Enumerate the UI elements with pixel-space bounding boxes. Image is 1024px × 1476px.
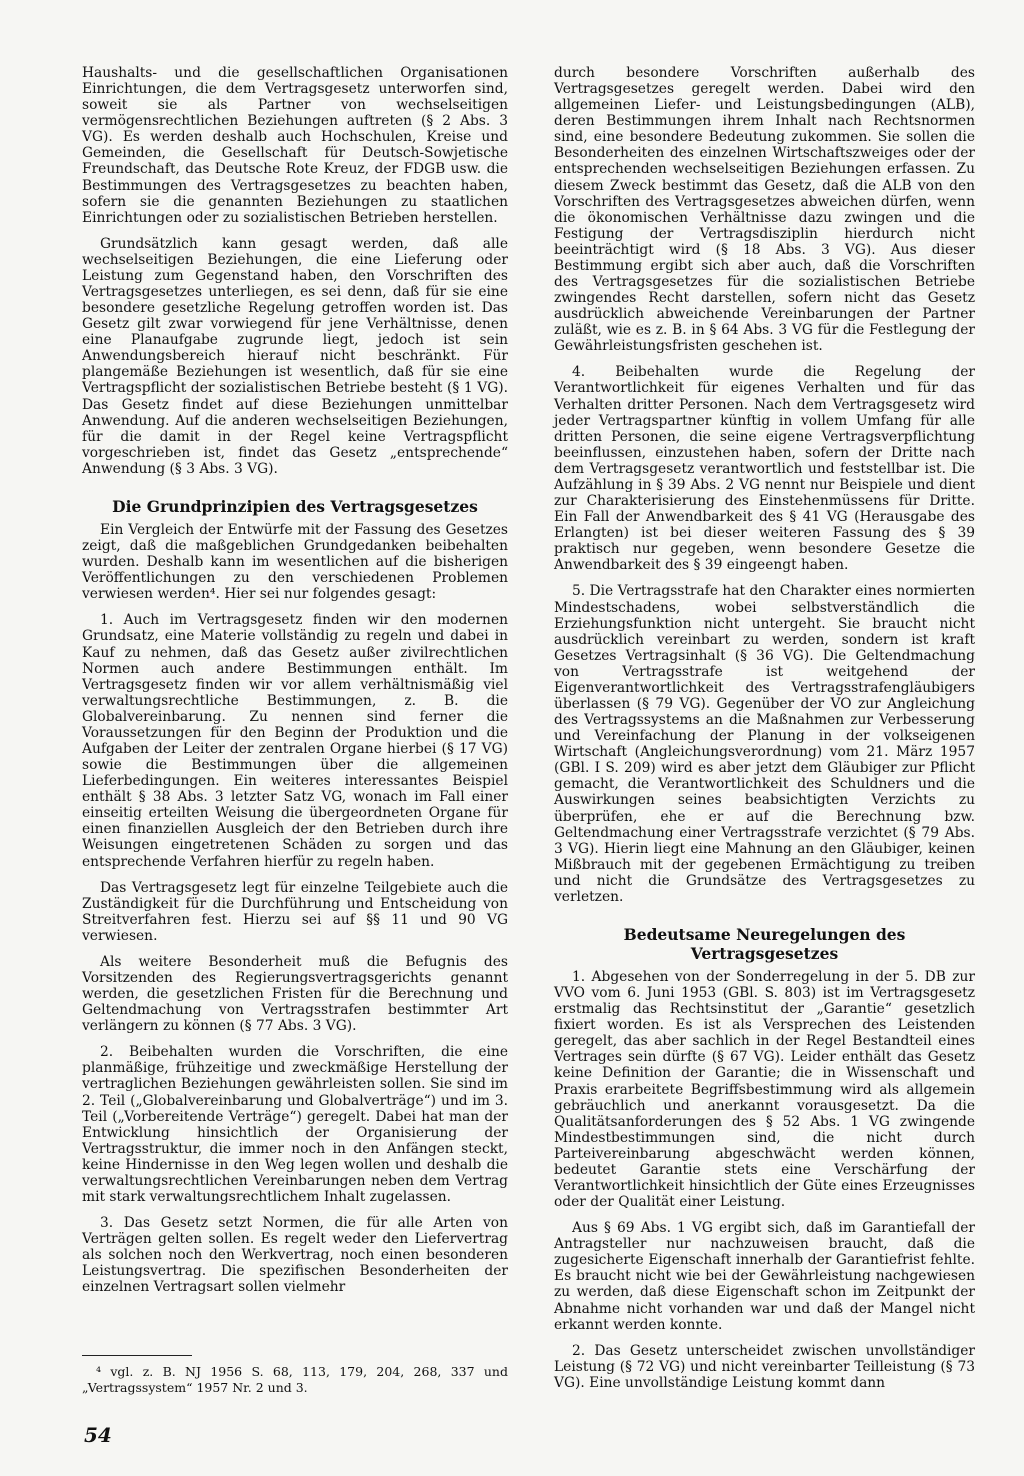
paragraph: Das Vertragsgesetz legt für einzelne Teilgebiete auch die Zuständigkeit für die Durchführung und Entscheidung von Streitverfahren fest. Hierzu sei auf §§ 11 und 90 VG verwiesen.	[82, 879, 508, 944]
paragraph: Haushalts- und die gesellschaftlichen Organisationen Einrichtungen, die dem Vertragsgesetz unterworfen sind, soweit sie als Partner von wechselseitigen vermögensrechtlichen Beziehungen auftreten (§ 2 Abs. 3 VG). Es werden deshalb auch Hochschulen, Kreise und Gemeinden, die Gesellschaft für Deutsch-Sowjetische Freundschaft, das Deutsche Rote Kreuz, der FDGB usw. die Bestimmungen des Vertragsgesetzes zu beachten haben, sofern sie die genannten Beziehungen zu staatlichen Einrichtungen oder zu sozialistischen Betrieben herstellen.	[82, 65, 508, 226]
paragraph: 4. Beibehalten wurde die Regelung der Verantwortlichkeit für eigenes Verhalten und für das Verhalten dritter Personen. Nach dem Vertragsgesetz wird jeder Vertragspartner künftig in vollem Umfang für alle dritten Personen, die seine eigene Vertragsverpflichtung beeinflussen, einzustehen haben, sofern der Dritte nach dem Vertragsgesetz verantwortlich und feststellbar ist. Die Aufzählung in § 39 Abs. 2 VG nennt nur Beispiele und dient zur Charakterisierung des Einstehenmüssens für Dritte. Ein Fall der Anwendbarkeit des § 41 VG (Herausgabe des Erlangten) ist bei dieser weiteren Fassung des § 39 praktisch nur gegeben, wenn besondere Gesetze die Anwendbarkeit des § 39 eingeengt haben.	[554, 364, 975, 574]
right-column	[554, 65, 975, 1401]
left-column	[82, 65, 508, 1305]
paragraph: 2. Das Gesetz unterscheidet zwischen unvollständiger Leistung (§ 72 VG) und nicht vereinbarter Teilleistung (§ 73 VG). Eine unvollständige Leistung kommt dann	[554, 1342, 975, 1391]
paragraph: 3. Das Gesetz setzt Normen, die für alle Arten von Verträgen gelten sollen. Es regelt weder den Liefervertrag als solchen noch den Werkvertrag, noch einen besonderen Leistungsvertrag. Die spezifischen Besonderheiten der einzelnen Vertragsart sollen vielmehr	[82, 1215, 508, 1296]
section-heading: Die Grundprinzipien des Vertragsgesetzes	[112, 496, 478, 516]
paragraph: 1. Auch im Vertragsgesetz finden wir den modernen Grundsatz, eine Materie vollständig zu regeln und dabei in Kauf zu nehmen, daß das Gesetz außer zivilrechtlichen Normen auch andere Bestimmungen enthält. Im Vertragsgesetz finden wir vor allem verhältnismäßig viel verwaltungsrechtliche Bestimmungen, z. B. die Globalvereinbarung. Zu nennen sind ferner die Voraussetzungen für den Beginn der Produktion und die Aufgaben der Leiter der zentralen Organe hierbei (§ 17 VG) sowie die Bestimmungen über die allgemeinen Lieferbedingungen. Ein weiteres interessantes Beispiel enthält § 38 Abs. 3 letzter Satz VG, wonach im Fall einer einseitig erteilten Weisung die übergeordneten Organe für einen finanziellen Ausgleich der den Betrieben durch ihre Weisungen eingetretenen Schäden zu sorgen und das entsprechende Verfahren hierfür zu regeln haben.	[82, 612, 508, 870]
footnote-divider	[82, 1355, 192, 1356]
page-number: 54	[84, 1423, 112, 1447]
section-heading: Bedeutsame Neuregelungen des Vertragsgesetzes	[623, 924, 906, 963]
paragraph: Grundsätzlich kann gesagt werden, daß alle wechselseitigen Beziehungen, die eine Lieferung oder Leistung zum Gegenstand haben, den Vorschriften des Vertragsgesetzes unterliegen, es sei denn, daß für sie eine besondere gesetzliche Regelung getroffen worden ist. Das Gesetz gilt zwar vorwiegend für jene Verhältnisse, denen eine Planaufgabe zugrunde liegt, jedoch ist sein Anwendungsbereich hierauf nicht beschränkt. Für plangemäße Beziehungen ist wesentlich, daß für sie eine Vertragspflicht der sozialistischen Betriebe besteht (§ 1 VG). Das Gesetz findet auf diese Beziehungen unmittelbar Anwendung. Auf die anderen wechselseitigen Beziehungen, für die damit in der Regel keine Vertragspflicht vorgeschrieben ist, findet das Gesetz „entsprechende“ Anwendung (§ 3 Abs. 3 VG).	[82, 235, 508, 477]
paragraph: 5. Die Vertragsstrafe hat den Charakter eines normierten Mindestschadens, wobei selbstverständlich die Erziehungsfunktion nicht untergeht. Sie braucht nicht ausdrücklich vereinbart zu werden, sondern ist kraft Gesetzes Vertragsinhalt (§ 36 VG). Die Geltendmachung von Vertragsstrafe ist weitgehend der Eigenverantwortlichkeit des Vertragsstrafengläubigers überlassen (§ 79 VG). Gegenüber der VO zur Angleichung des Vertragssystems an die Maßnahmen zur Verbesserung und Vereinfachung der Planung in der volkseigenen Wirtschaft (Angleichungsverordnung) vom 21. März 1957 (GBl. I S. 209) wird es aber jetzt dem Gläubiger zur Pflicht gemacht, die Verantwortlichkeit des Schuldners und die Auswirkungen seines beabsichtigten Verzichts zu überprüfen, ehe er auf die Berechnung bzw. Geltendmachung einer Vertragsstrafe verzichtet (§ 79 Abs. 3 VG). Hierin liegt eine Mahnung an den Gläubiger, keinen Mißbrauch mit der gegebenen Ermächtigung zu treiben und nicht die Grundsätze des Vertragsgesetzes zu verletzen.	[554, 583, 975, 905]
footnote: ⁴ vgl. z. B. NJ 1956 S. 68, 113, 179, 204, 268, 337 und „Vertragssystem“ 1957 Nr. 2 und 3.	[82, 1364, 508, 1395]
paragraph: Ein Vergleich der Entwürfe mit der Fassung des Gesetzes zeigt, daß die maßgeblichen Grundgedanken beibehalten wurden. Deshalb kann im wesentlichen auf die bisherigen Veröffentlichungen zu den verschiedenen Problemen verwiesen werden⁴. Hier sei nur folgendes gesagt:	[82, 521, 508, 603]
paragraph: 1. Abgesehen von der Sonderregelung in der 5. DB zur VVO vom 6. Juni 1953 (GBl. S. 803) ist im Vertragsgesetz erstmalig das Rechtsinstitut der „Garantie“ gesetzlich fixiert worden. Es ist als Versprechen des Leistenden geregelt, das aber sachlich in der Regel Bestandteil eines Vertrages sein dürfte (§ 67 VG). Leider enthält das Gesetz keine Definition der Garantie; die in Wissenschaft und Praxis erarbeitete Begriffsbestimmung wird als allgemein gebräuchlich und anerkannt vorausgesetzt. Da die Qualitätsanforderungen des § 52 Abs. 1 VG zwingende Mindestbestimmungen sind, die nicht durch Parteivereinbarung abgeschwächt werden können, bedeutet Garantie stets eine Verschärfung der Verantwortlichkeit hinsichtlich der Güte eines Erzeugnisses oder der Qualität einer Leistung.	[554, 968, 975, 1211]
paragraph: Als weitere Besonderheit muß die Befugnis des Vorsitzenden des Regierungsvertragsgerichts genannt werden, die gesetzlichen Fristen für die Berechnung und Geltendmachung von Vertragsstrafen bestimmter Art verlängern zu können (§ 77 Abs. 3 VG).	[82, 953, 508, 1035]
paragraph: Aus § 69 Abs. 1 VG ergibt sich, daß im Garantiefall der Antragsteller nur nachzuweisen braucht, daß die zugesicherte Eigenschaft innerhalb der Garantiefrist fehlte. Es braucht nicht wie bei der Gewährleistung nachgewiesen zu werden, daß diese Eigenschaft schon im Zeitpunkt der Abnahme nicht vorhanden war und daß der Mangel nicht erkannt werden konnte.	[554, 1220, 975, 1333]
paragraph: durch besondere Vorschriften außerhalb des Vertragsgesetzes geregelt werden. Dabei wird den allgemeinen Liefer- und Leistungsbedingungen (ALB), deren Bestimmungen ihrem Inhalt nach Rechtsnormen sind, eine besondere Bedeutung zukommen. Sie sollen die Besonderheiten des einzelnen Wirtschaftszweiges oder der entsprechenden wechselseitigen Beziehungen erfassen. Zu diesem Zweck bestimmt das Gesetz, daß die ALB von den Vorschriften des Vertragsgesetzes abweichen dürfen, wenn die ökonomischen Verhältnisse dazu zwingen und die Festigung der Vertragsdisziplin hierdurch nicht beeinträchtigt wird (§ 18 Abs. 3 VG). Aus dieser Bestimmung ergibt sich aber auch, daß die Vorschriften des Vertragsgesetzes für die sozialistischen Betriebe zwingendes Recht darstellen, sofern nicht das Gesetz ausdrücklich abweichende Vereinbarungen der Partner zuläßt, wie es z. B. in § 64 Abs. 3 VG für die Festlegung der Gewährleistungsfristen geschehen ist.	[554, 65, 975, 355]
paragraph: 2. Beibehalten wurden die Vorschriften, die eine planmäßige, frühzeitige und zweckmäßige Herstellung der vertraglichen Beziehungen gewährleisten sollen. Sie sind im 2. Teil („Globalvereinbarung und Globalverträge“) und im 3. Teil („Vorbereitende Verträge“) geregelt. Dabei hat man der Entwicklung hinsichtlich der Organisierung der Vertragsstruktur, die immer noch in den Anfängen steckt, keine Hindernisse in den Weg legen wollen und deshalb die verwaltungsrechtlichen Vereinbarungen neben dem Vertrag mit stark verwaltungsrechtlichem Inhalt zugelassen.	[82, 1044, 508, 1205]
